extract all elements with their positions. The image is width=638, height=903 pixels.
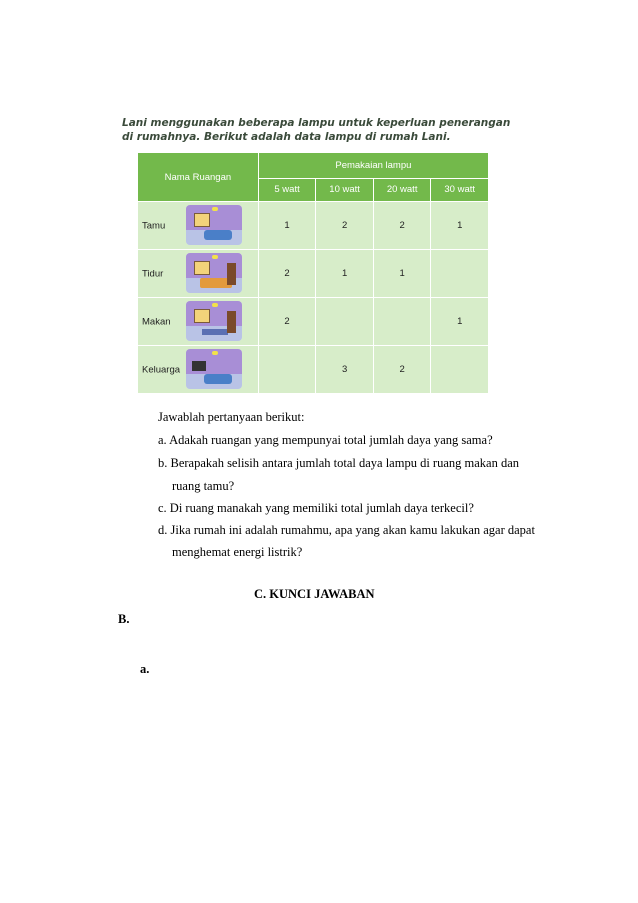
value-cell: [431, 250, 489, 298]
room-cell: [138, 250, 259, 298]
value-cell: 1: [316, 250, 374, 298]
room-name: Tidur: [142, 268, 164, 279]
question-d-line2: menghemat energi listrik?: [172, 545, 303, 559]
label-b: B.: [118, 612, 130, 626]
value-cell: 1: [431, 202, 489, 250]
value-cell: 3: [316, 346, 374, 394]
table-row: [138, 202, 489, 250]
table-row: [138, 250, 489, 298]
question-a: a. Adakah ruangan yang mempunyai total jumlah daya yang sama?: [158, 433, 493, 447]
watt-header-20: 20 watt: [373, 178, 431, 201]
table-row: [138, 298, 489, 346]
value-cell: [431, 346, 489, 394]
value-cell: 1: [373, 250, 431, 298]
room-cell: [138, 298, 259, 346]
question-b-line1: b. Berapakah selisih antara jumlah total daya lampu di ruang makan dan: [158, 456, 519, 470]
value-cell: 1: [431, 298, 489, 346]
questions-lead: Jawablah pertanyaan berikut:: [158, 410, 305, 424]
room-name: Tamu: [142, 220, 166, 231]
dining-room-image: [186, 301, 242, 341]
question-b-line2: ruang tamu?: [172, 479, 235, 493]
value-cell: 2: [373, 202, 431, 250]
question-d-line1: d. Jika rumah ini adalah rumahmu, apa yang akan kamu lakukan agar dapat: [158, 523, 535, 537]
watt-header-10: 10 watt: [316, 178, 374, 201]
value-cell: 2: [373, 346, 431, 394]
family-room-image: [186, 349, 242, 389]
intro-text: Lani menggunakan beberapa lampu untuk keperluan penerangan di rumahnya. Berikut adalah data lampu di rumah Lani.: [122, 117, 511, 143]
table-row: [138, 346, 489, 394]
living-room-image: [186, 205, 242, 245]
room-name: Makan: [142, 316, 171, 327]
label-a: a.: [140, 662, 150, 676]
value-cell: 2: [258, 250, 316, 298]
value-cell: [258, 346, 316, 394]
lamp-usage-group-header: Pemakaian lampu: [258, 153, 488, 179]
value-cell: [316, 298, 374, 346]
watt-header-30: 30 watt: [431, 178, 489, 201]
room-name: Keluarga: [142, 364, 181, 375]
room-cell: [138, 202, 259, 250]
bedroom-image: [186, 253, 242, 293]
room-cell: [138, 346, 259, 394]
value-cell: 2: [316, 202, 374, 250]
value-cell: 1: [258, 202, 316, 250]
value-cell: [373, 298, 431, 346]
question-c: c. Di ruang manakah yang memiliki total jumlah daya terkecil?: [158, 501, 474, 515]
value-cell: 2: [258, 298, 316, 346]
watt-header-5: 5 watt: [258, 178, 316, 201]
section-title: C. KUNCI JAWABAN: [254, 587, 375, 601]
lamp-usage-table: [137, 152, 489, 394]
room-column-header: Nama Ruangan: [138, 153, 259, 202]
